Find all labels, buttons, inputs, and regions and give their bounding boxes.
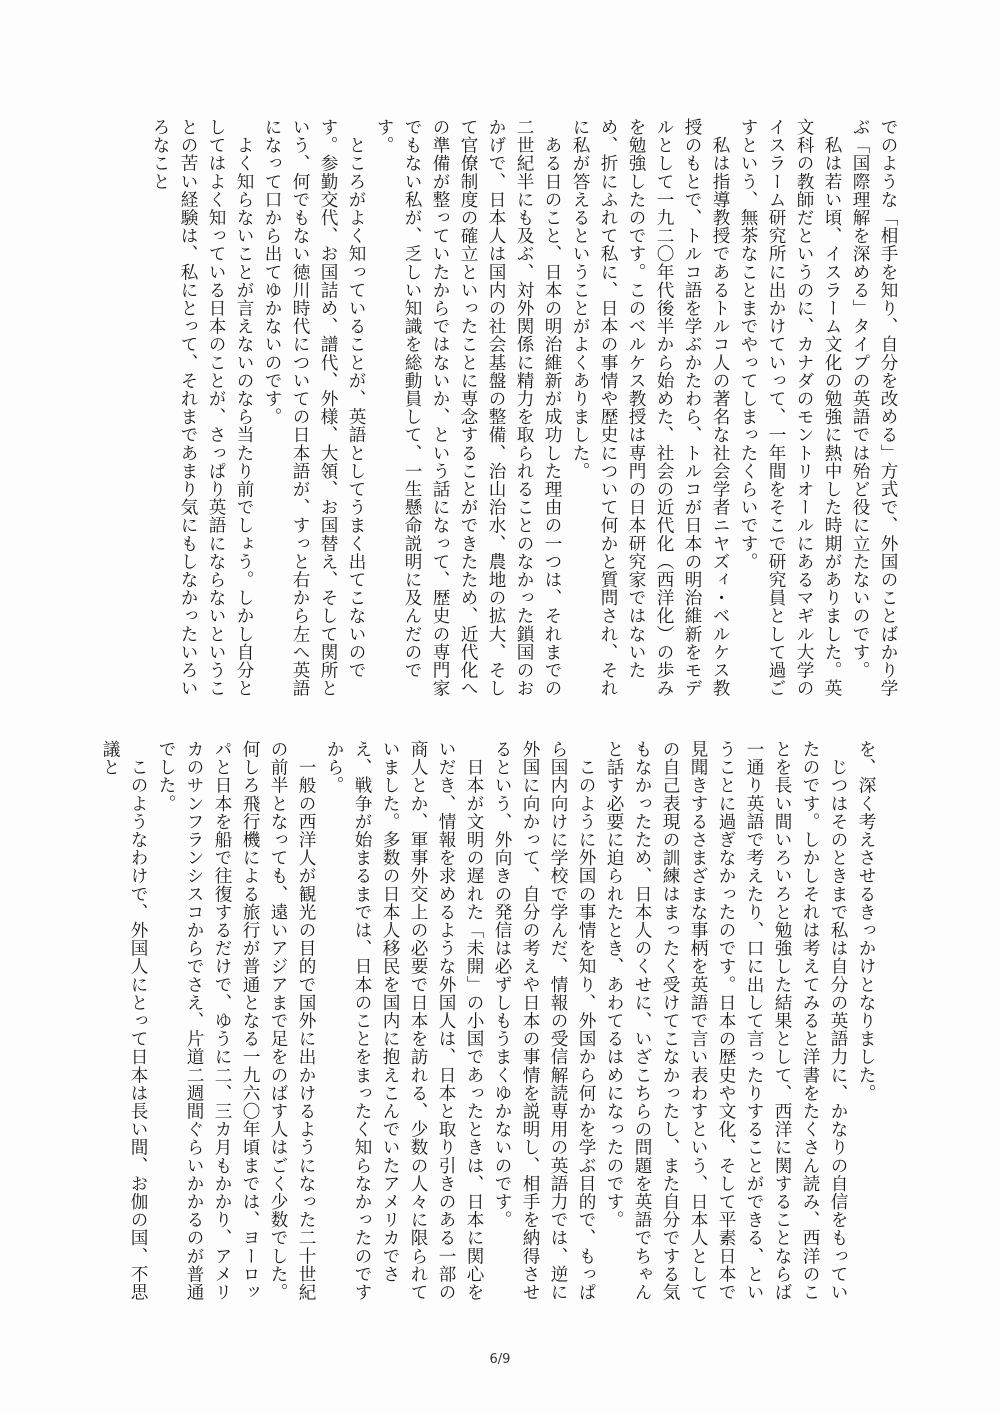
paragraph: このようなわけで、外国人にとって日本は長い間、お伽の国、不思議と: [100, 740, 148, 1302]
paragraph: 一般の西洋人が観光の目的で国外に出かけるようになった二十世紀の前半となっても、遠いアジアまで足をのばす人はごく少数でした。何しろ飛行機による旅行が普通となる一九六〇年頃までは、ヨーロッパと日本を船で往復するだけで、ゆうに二、三カ月もかかり、アメリカのサンフランシスコからでさえ、片道二週間ぐらいかかるのが普通でした。: [156, 740, 316, 1302]
paragraph: このように外国の事情を知り、外国から何かを学ぶ目的で、もっぱら国内向けに学校で学んだ、情報の受信解読専用の英語力では、逆に外国に向かって、自分の考えや日本の事情を説明し、相手を納得させるという、外向きの発信は必ずしもうまくゆかないのです。: [492, 740, 596, 1302]
paragraph: 私は指導教授であるトルコ人の著名な社会学者ニヤズィ・ベルケス教授のもとで、トルコ語を学ぶかたわら、トルコが日本の明治維新をモデルとして一九二〇年代後半から始めた、社会の近代化（西洋化）の歩みを勉強したのです。このベルケス教授は専門の日本研究家ではないため、折にふれて私に、日本の事情や歴史について何かと質問され、それに私が答えるということがよくありました。: [570, 118, 730, 698]
paragraph: でのような「相手を知り、自分を改める」方式で、外国のことばかり学ぶ「国際理解を深める」タイプの英語では殆ど役に立たないのです。: [850, 118, 898, 698]
paragraph: 私は若い頃、イスラーム文化の勉強に熱中した時期がありました。英文科の教師だというのに、カナダのモントリオールにあるマギル大学のイスラーム研究所に出かけていって、一年間をそこで研究員として過ごすという、無茶なことまでやってしまったくらいです。: [738, 118, 842, 698]
page-number: 6/9: [489, 1352, 511, 1367]
paragraph: ところがよく知っていることが、英語としてうまく出てこないのです。参勤交代、お国詰め、譜代、外様、大領、お国替え、そして関所という、何でもない徳川時代についての日本語が、すっと右から左へ英語になって口から出てゆかないのです。: [262, 118, 366, 698]
upper-text-block: [96, 118, 902, 698]
paragraph: ある日のこと、日本の明治維新が成功した理由の一つは、それまでの二世紀半にも及ぶ、対外関係に精力を取られることのなかった鎖国のおかげで、日本人は国内の社会基盤の整備、治山治水、農地の拡大、そして官僚制度の確立といったことに専念することができたため、近代化への準備が整っていたからではないか、という話になって、歴史の専門家でもない私が、乏しい知識を総動員して、一生懸命説明に及んだのです。: [374, 118, 562, 698]
paragraph: 日本が文明の遅れた「未開」の小国であったときは、日本に関心をいだき、情報を求めるような外国人は、日本と取り引きのある一部の商人とか、軍事外交上の必要で日本を訪れる、少数の人々に限られていました。多数の日本人移民を国内に抱えこんでいたアメリカでさえ、戦争が始まるまでは、日本のことをまったく知らなかったのですから。: [324, 740, 484, 1302]
paragraph: じつはそのときまで私は自分の英語力に、かなりの自信をもっていたのです。しかしそれは考えてみると洋書をたくさん読み、西洋のことを長い間いろいろと勉強した結果として、西洋に関することならば一通り英語で考えたり、口に出して言ったりすることができる、ということに過ぎなかったのです。日本の歴史や文化、そして平素日本で見聞きするさまざまな事柄を英語で言い表わすという、日本人としての自己表現の訓練はまったく受けてこなかったし、また自分でする気もなかったため、日本人のくせに、いざこちらの問題を英語でちゃんと話す必要に迫られたとき、あわてるはめになったのです。: [604, 740, 848, 1302]
paragraph: を、深く考えさせるきっかけとなりました。: [856, 740, 876, 1102]
paragraph: よく知らないことが言えないのなら当たり前でしょう。しかし自分としてはよく知っている日本のことが、さっぱり英語にならないということの苦い経験は、私にとって、それまであまり気にもしなかったいろいろなこと: [150, 118, 254, 698]
lower-text-block: [90, 740, 880, 1312]
